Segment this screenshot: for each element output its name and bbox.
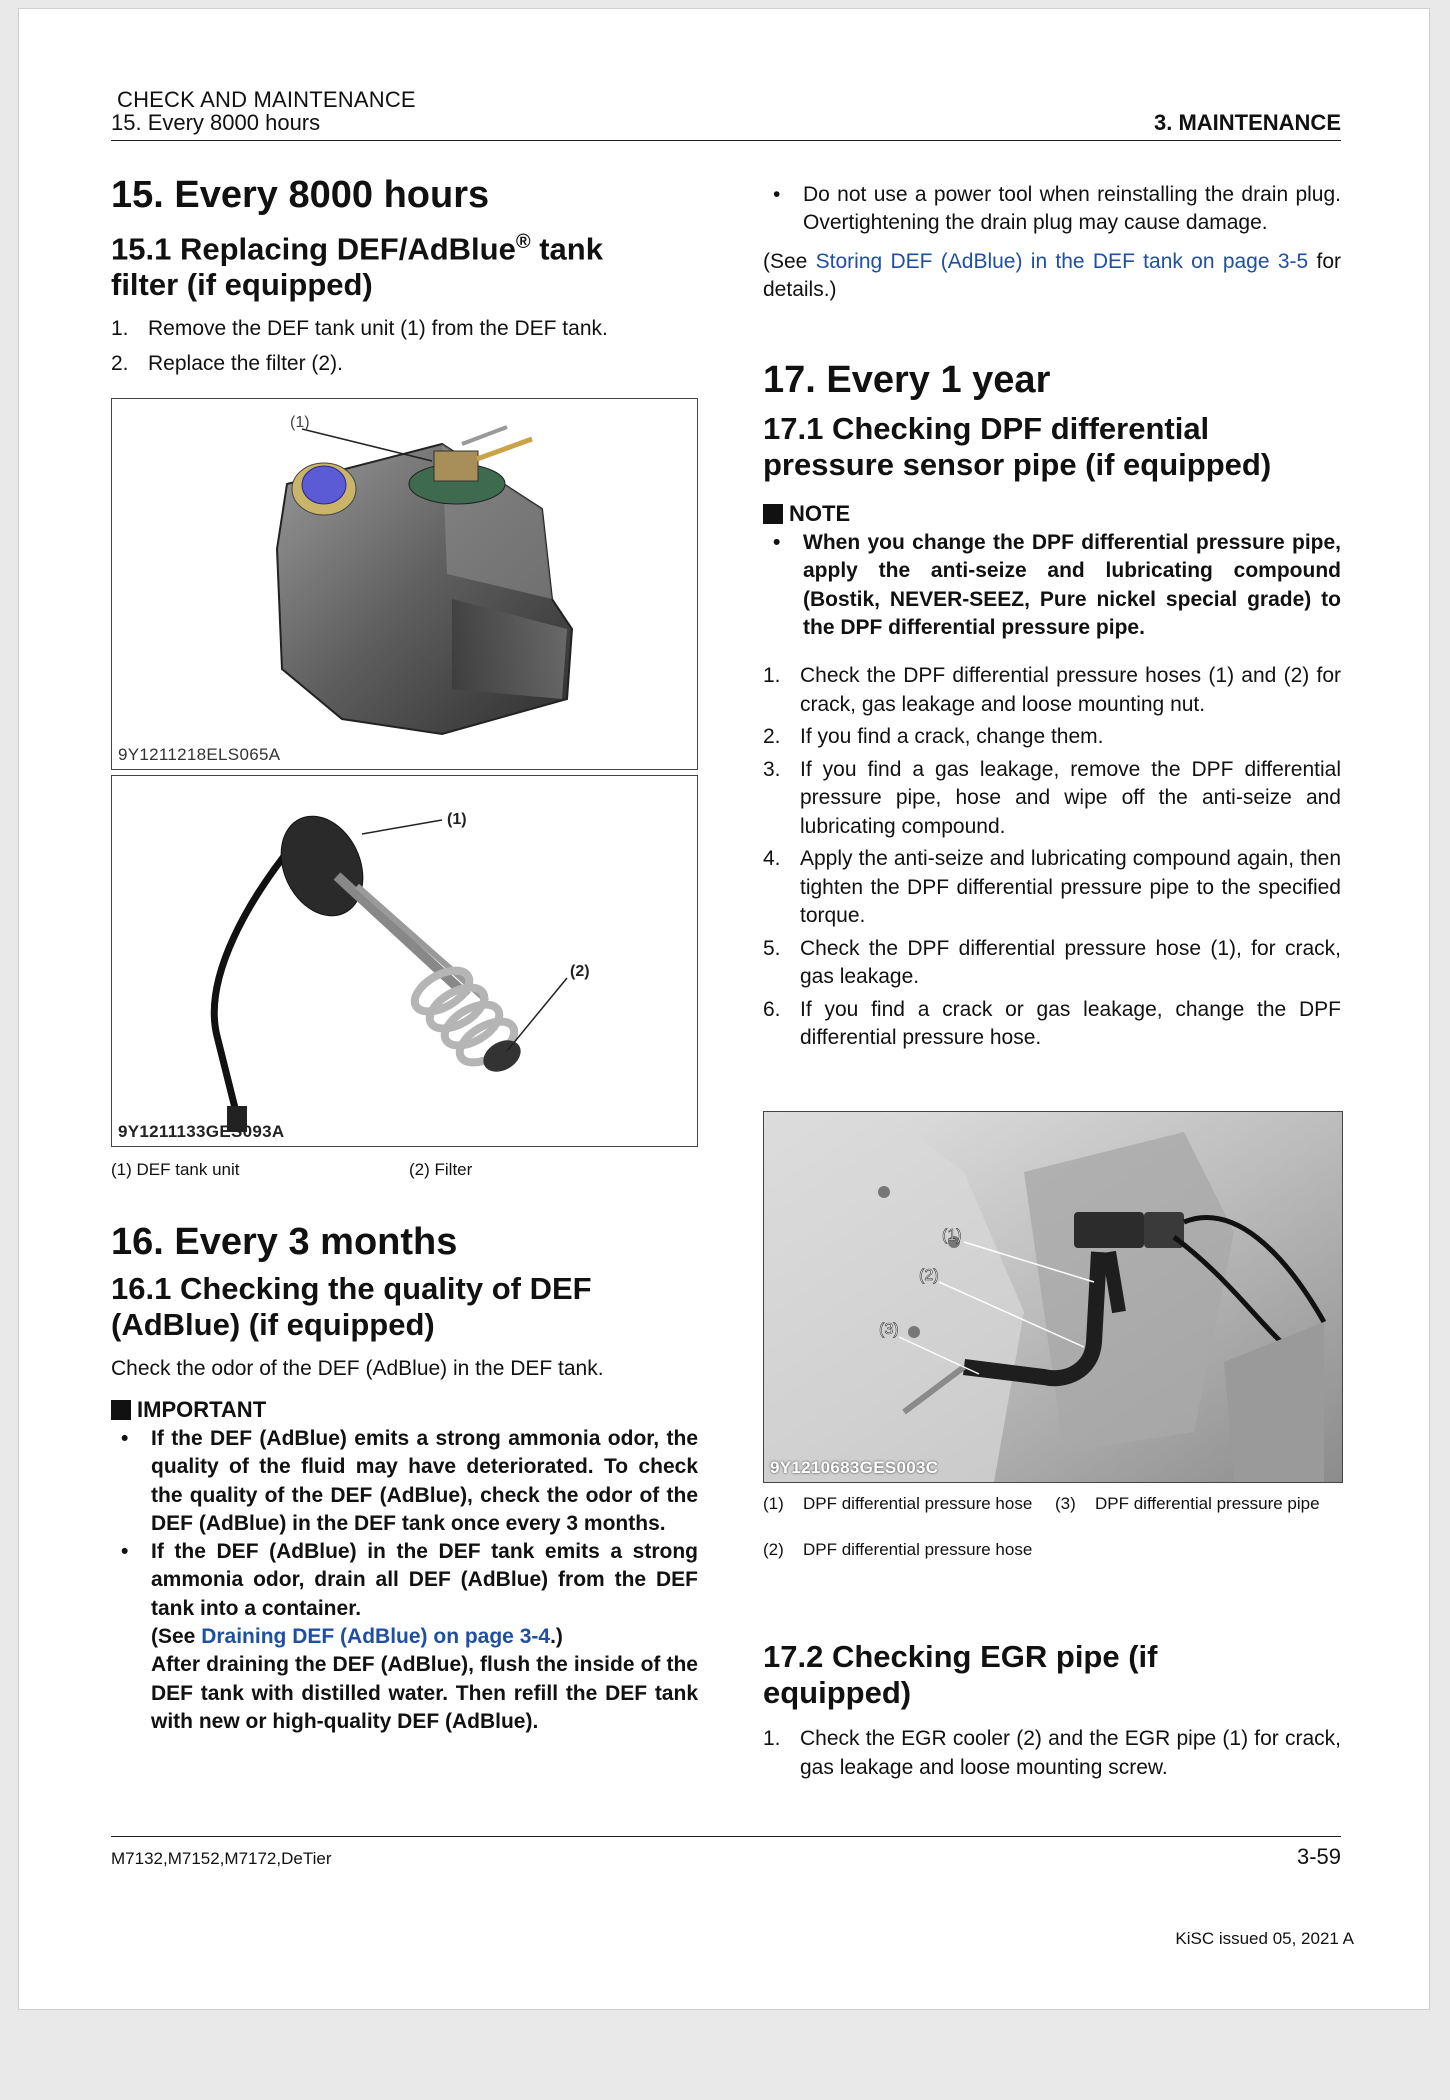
def-tank-unit-illustration [112,776,697,1146]
page-number: 3-59 [1296,1844,1341,1869]
note-square-icon [763,504,783,524]
figure-code: 9Y1210683GES003C [770,1458,939,1477]
section-15-1-title-c: filter (if equipped) [111,267,373,303]
dpf-caption-1: (1) DPF differential pressure hose [763,1494,1033,1513]
figure-code: 9Y1211218ELS065A [118,745,281,764]
section-15-title: 15. Every 8000 hours [111,174,490,216]
section-17-2-title: 17.2 Checking EGR pipe (if equipped) [763,1639,1158,1710]
callout-2: (2) [570,963,590,980]
list-item: 4. Apply the anti-seize and lubricating compound again, then tighten the DPF differential pressure pipe to the specified torque. [763,847,1341,928]
section-17-1-title: 17.1 Checking DPF differential pressure sensor pipe (if equipped) [763,411,1272,482]
section-15-1-title-b: tank [530,231,603,267]
header-section: 15. Every 8000 hours [111,110,321,135]
section-15-1-title [111,224,698,303]
def-tank-figure [111,398,698,770]
note-label: NOTE [763,501,1341,527]
list-item: 2. Replace the filter (2). [111,351,343,375]
callout-3: (3) [879,1321,899,1338]
figure-code: 9Y1211133GES093A [118,1122,285,1141]
list-item: 1. Check the EGR cooler (2) and the EGR pipe (1) for crack, gas leakage and loose mounting screw. [763,1727,1341,1779]
power-tool-note [763,181,1341,238]
list-item: 5. Check the DPF differential pressure hose (1), for crack, gas leakage. [763,936,1341,989]
dpf-caption-3: (3) DPF differential pressure pipe [1055,1494,1320,1513]
storing-def-reference: (See Storing DEF (AdBlue) in the DEF tank on page 3-5 for details.) [763,249,1341,301]
callout-2: (2) [919,1267,939,1284]
section-15-1-title-a: 15.1 Replacing DEF/AdBlue [111,231,516,267]
section-15 [111,174,698,378]
right-top [763,181,1341,304]
list-item: • Do not use a power tool when reinstalling the drain plug. Overtightening the drain plug may cause damage. [773,183,1341,235]
section-17-2-steps [763,1725,1341,1782]
manual-page [18,8,1430,2010]
header-chapter: 3. MAINTENANCE [1153,110,1341,135]
important-label: IMPORTANT [111,1397,698,1423]
dpf-caption-2: (2) DPF differential pressure hose [763,1540,1033,1559]
draining-def-link[interactable]: Draining DEF (AdBlue) on page 3-4 [201,1625,551,1649]
list-item: 3. If you find a gas leakage, remove the DPF differential pressure pipe, hose and wipe off the anti-seize and lubricating compound. [763,757,1341,838]
section-16-intro: Check the odor of the DEF (AdBlue) in the DEF tank. [111,1357,604,1380]
section-16-1-title: 16.1 Checking the quality of DEF (AdBlue) (if equipped) [111,1271,592,1342]
section-17-2 [763,1639,1341,1782]
callout-1: (1) [290,414,310,431]
dpf-pipe-photo [764,1112,1342,1482]
section-15-steps [111,315,698,378]
section-17 [763,359,1341,1053]
section-16-title: 16. Every 3 months [111,1221,458,1263]
footer-rule [111,1836,1341,1837]
registered-mark: ® [515,231,531,253]
dpf-pipe-figure [763,1111,1343,1483]
important-square-icon [111,1400,131,1420]
list-item: 1. Remove the DEF tank unit (1) from the DEF tank. [111,317,608,341]
header-category: CHECK AND MAINTENANCE [117,87,416,112]
list-item: • When you change the DPF differential pressure pipe, apply the anti-seize and lubricating compound (Bostik, NEVER-SEEZ, Pure nickel special grade) to the DPF differential pressure pipe. [773,531,1341,639]
note-list [763,529,1341,642]
def-tank-unit-figure [111,775,698,1147]
list-item: 6. If you find a crack or gas leakage, change the DPF differential pressure hose. [763,997,1341,1050]
list-item: • If the DEF (AdBlue) emits a strong ammonia odor, the quality of the fluid may have deteriorated. To check the quality of the DEF (AdBlue), check the odor of the DEF (AdBlue) in the DEF tank once every 3 months. [121,1427,698,1535]
section-17-title: 17. Every 1 year [763,359,1051,401]
list-item: • If the DEF (AdBlue) in the DEF tank emits a strong ammonia odor, drain all DEF (AdBlue) from the DEF tank into a container. (See Draining DEF (AdBlue) on page 3-4.) After draining the DEF (AdBlue), flush the inside of the DEF tank with distilled water. Then refill the DEF tank with new or high-quality DEF (AdBlue). [121,1540,698,1733]
section-17-1-steps [763,662,1341,1053]
callout-1: (1) [942,1227,962,1244]
issue-info: KiSC issued 05, 2021 A [1175,1929,1354,1948]
def-tank-illustration [112,399,697,769]
figure-caption-1: (1) DEF tank unit [111,1160,240,1179]
list-item: 2. If you find a crack, change them. [763,725,1104,749]
storing-def-link[interactable]: Storing DEF (AdBlue) in the DEF tank on page 3-5 [815,249,1309,273]
figure-caption-2: (2) Filter [409,1160,473,1179]
footer-models: M7132,M7152,M7172,DeTier [111,1849,332,1868]
important-list [111,1425,698,1736]
header-rule [111,140,1341,141]
list-item: 1. Check the DPF differential pressure hoses (1) and (2) for crack, gas leakage and loose mounting nut. [763,664,1341,716]
callout-1: (1) [447,811,467,828]
section-16 [111,1221,698,1736]
